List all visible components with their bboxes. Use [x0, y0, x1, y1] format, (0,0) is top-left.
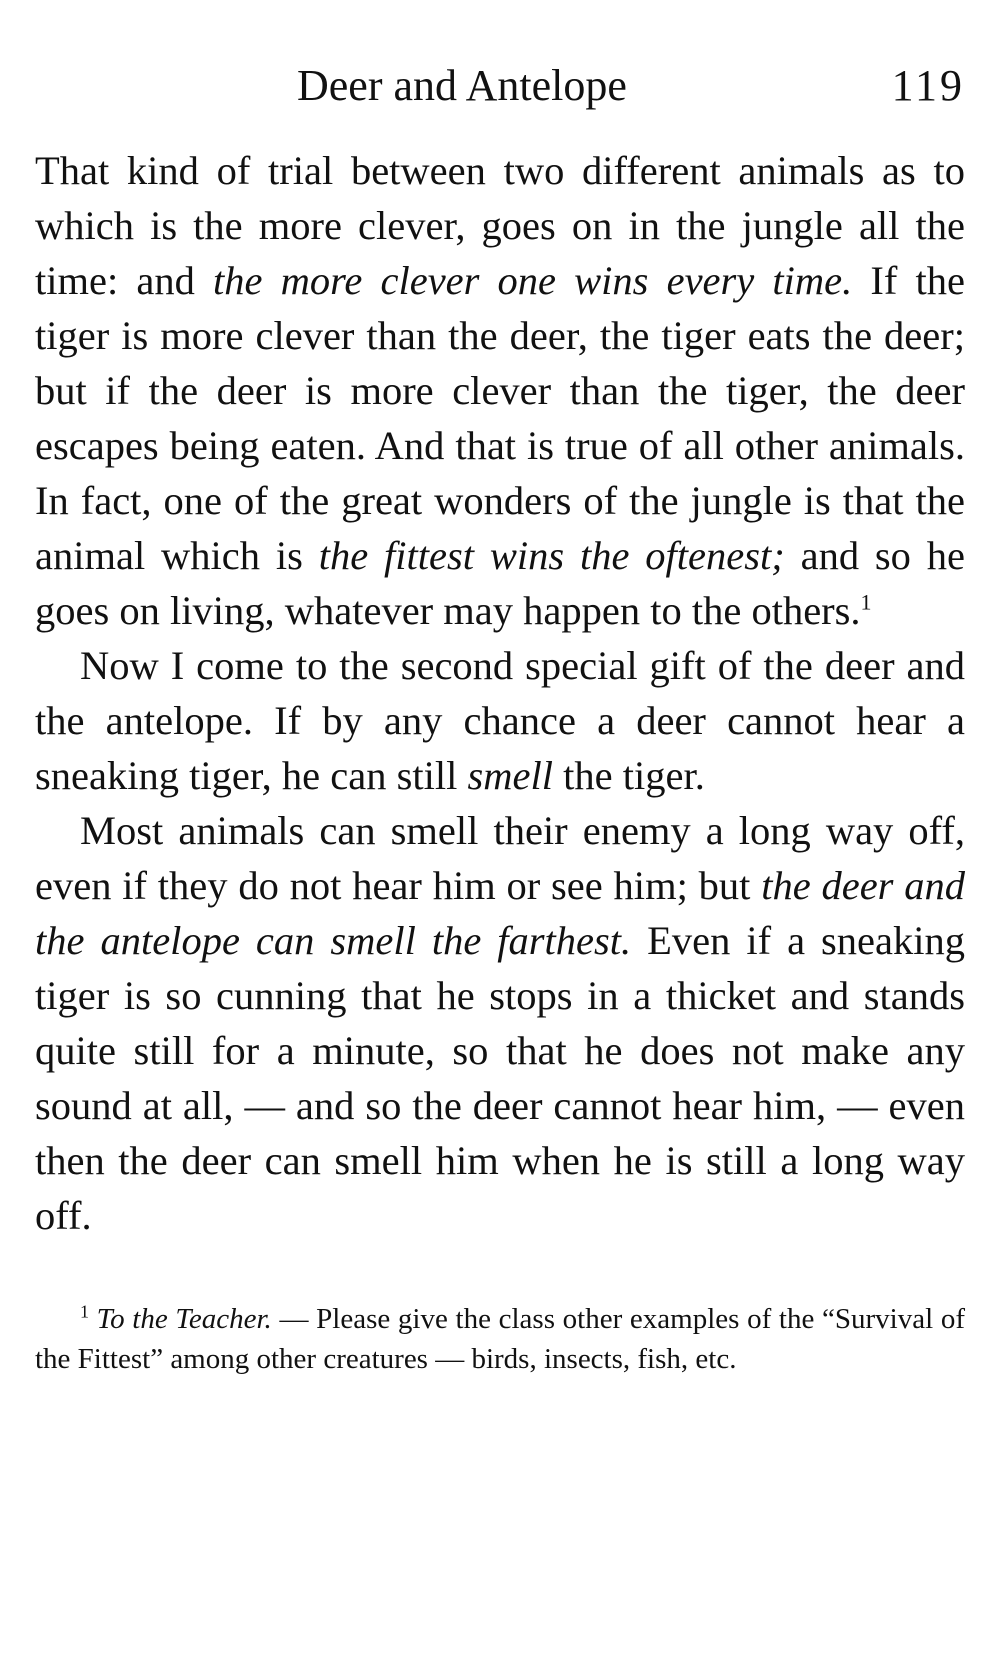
footnote-marker: 1 — [80, 1301, 89, 1322]
footnote-label: To the Teacher. — [96, 1303, 272, 1335]
emphasis-segment: the more clever one wins every time. — [213, 258, 853, 303]
text-segment: the tiger. — [553, 753, 705, 798]
paragraph-1 — [35, 143, 965, 638]
page-number: 119 — [891, 61, 965, 110]
paragraph-2 — [35, 638, 965, 803]
text-segment: and so he goes on living, whatever may happen to the others. — [35, 533, 965, 633]
body-text — [35, 143, 965, 1243]
running-title: Deer and Antelope — [297, 61, 627, 110]
text-segment: Even if a sneaking tiger is so cunning that he stops in a thicket and stands quite still for a minute, so that he does not make any sound at all, — and so the deer cannot hear him, — even then the deer can smell him when he is still a long way off. — [35, 918, 965, 1238]
emphasis-segment: the deer and the antelope can smell the farthest. — [35, 863, 965, 963]
text-segment: That kind of trial between two different animals as to which is the more clever, goes on in the jungle all the time: and — [35, 148, 965, 303]
footnote-text: — Please give the class other examples of the “Survival of the Fittest” among other creatures — birds, insects, fish, etc. — [35, 1303, 965, 1375]
emphasis-segment: the fittest wins the oftenest; — [318, 533, 785, 578]
paragraph-3 — [35, 803, 965, 1243]
book-page — [35, 60, 965, 1379]
emphasis-segment: smell — [467, 753, 554, 798]
footnote-reference: 1 — [860, 589, 872, 615]
text-segment: Most animals can smell their enemy a long way off, even if they do not hear him or see him; but — [35, 808, 965, 908]
running-header — [35, 60, 965, 120]
footnote — [35, 1299, 965, 1379]
text-segment: If the tiger is more clever than the deer, the tiger eats the deer; but if the deer is more clever than the tiger, the deer escapes being eaten. And that is true of all other animals. In fact, one of the great wonders of the jungle is that the animal which is — [35, 258, 965, 578]
text-segment: Now I come to the second special gift of the deer and the antelope. If by any chance a deer cannot hear a sneaking tiger, he can still — [35, 643, 965, 798]
